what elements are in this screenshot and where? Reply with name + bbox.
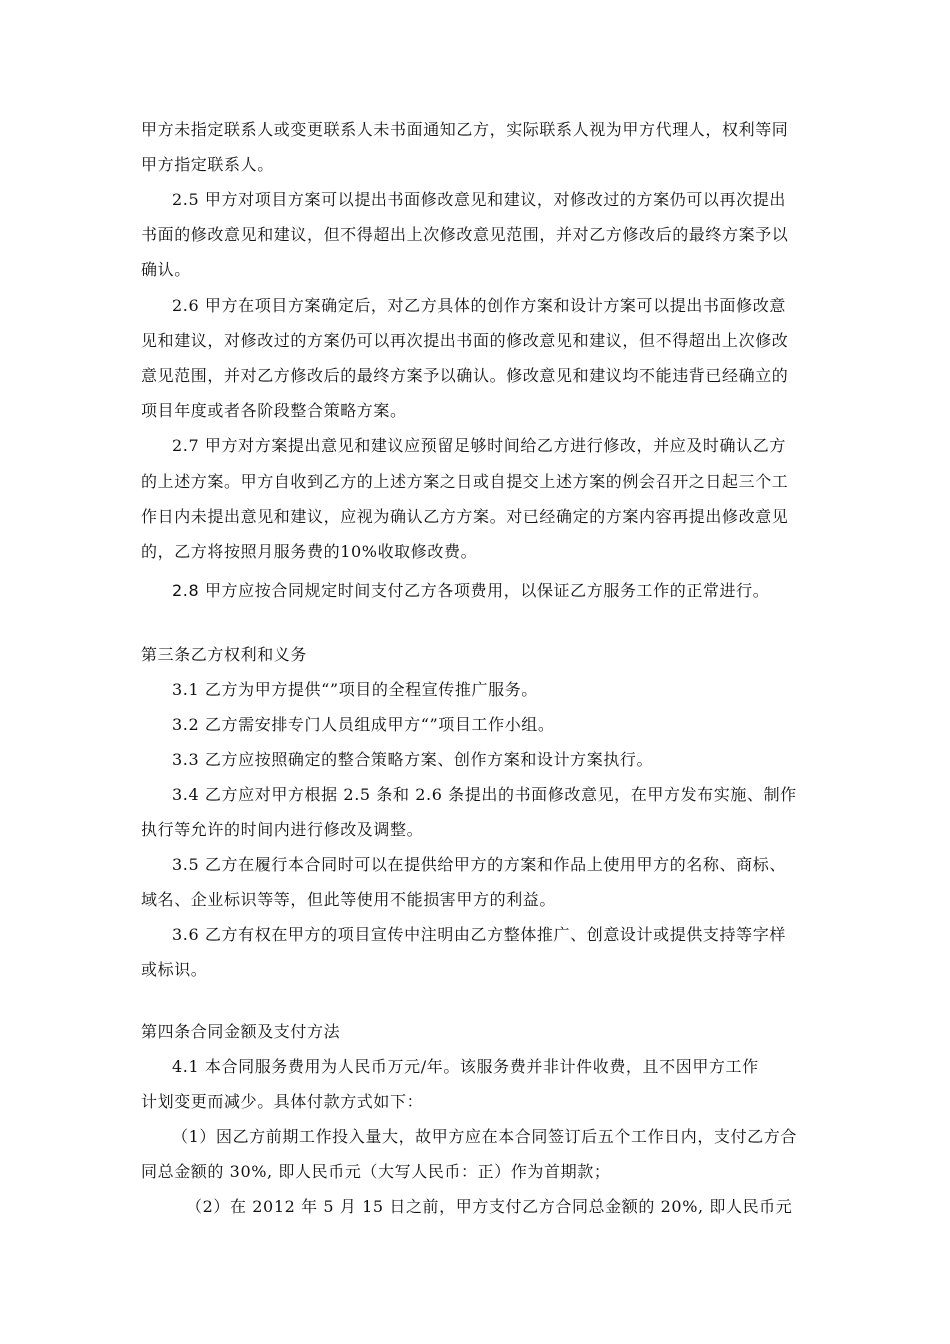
article-3-heading: 第三条乙方权利和义务 bbox=[141, 645, 308, 664]
payment-item-2-line-1: （2）在 2012 年 5 月 15 日之前，甲方支付乙方合同总金额的 20%, 即人民币元 bbox=[186, 1197, 793, 1216]
payment-item-1-line-2: 同总金额的 30%, 即人民币元（大写人民币：正）作为首期款； bbox=[141, 1162, 611, 1181]
clause-3-4-line-1: 3.4 乙方应对甲方根据 2.5 条和 2.6 条提出的书面修改意见，在甲方发布实施、制作 bbox=[172, 785, 797, 804]
clause-3-6-line-1: 3.6 乙方有权在甲方的项目宣传中注明由乙方整体推广、创意设计或提供支持等字样 bbox=[172, 925, 786, 944]
clause-3-5-line-2: 域名、企业标识等等，但此等使用不能损害甲方的利益。 bbox=[141, 890, 557, 909]
clause-2-7-line-1: 2.7 甲方对方案提出意见和建议应预留足够时间给乙方进行修改，并应及时确认乙方 bbox=[172, 436, 786, 455]
clause-2-6-line-3: 意见范围，并对乙方修改后的最终方案予以确认。修改意见和建议均不能违背已经确立的 bbox=[141, 366, 789, 385]
clause-3-2: 3.2 乙方需安排专门人员组成甲方“”项目工作小组。 bbox=[172, 715, 555, 734]
clause-2-6-line-2: 见和建议，对修改过的方案仍可以再次提出书面的修改意见和建议，但不得超出上次修改 bbox=[141, 331, 789, 350]
clause-4-1-line-1: 4.1 本合同服务费用为人民币万元/年。该服务费并非计件收费，且不因甲方工作 bbox=[172, 1057, 759, 1076]
clause-2-8-text: 甲方应按合同规定时间支付乙方各项费用，以保证乙方服务工作的正常进行。 bbox=[204, 581, 770, 600]
clause-2-5-line-3: 确认。 bbox=[141, 260, 191, 279]
clause-2-8 bbox=[172, 581, 769, 601]
clause-2-7-line-2: 的上述方案。甲方自收到乙方的上述方案之日或自提交上述方案的例会召开之日起三个工 bbox=[141, 472, 789, 491]
clause-3-3: 3.3 乙方应按照确定的整合策略方案、创作方案和设计方案执行。 bbox=[172, 750, 654, 769]
clause-3-5-line-1: 3.5 乙方在履行本合同时可以在提供给甲方的方案和作品上使用甲方的名称、商标、 bbox=[172, 855, 786, 874]
clause-3-6-line-2: 或标识。 bbox=[141, 960, 208, 979]
article-4-heading: 第四条合同金额及支付方法 bbox=[141, 1022, 341, 1041]
clause-2-5-line-1: 2.5 甲方对项目方案可以提出书面修改意见和建议，对修改过的方案仍可以再次提出 bbox=[172, 190, 786, 209]
clause-2-6-line-1: 2.6 甲方在项目方案确定后，对乙方具体的创作方案和设计方案可以提出书面修改意 bbox=[172, 296, 786, 315]
clause-4-1-line-2: 计划变更而减少。具体付款方式如下： bbox=[141, 1092, 424, 1111]
clause-3-1: 3.1 乙方为甲方提供“”项目的全程宣传推广服务。 bbox=[172, 680, 538, 699]
clause-2-7-line-4: 的，乙方将按照月服务费的10%收取修改费。 bbox=[141, 542, 478, 561]
clause-3-4-line-2: 执行等允许的时间内进行修改及调整。 bbox=[141, 820, 424, 839]
clause-2-8-number: 2.8 bbox=[172, 581, 200, 600]
clause-2-7-line-3: 作日内未提出意见和建议，应视为确认乙方方案。对已经确定的方案内容再提出修改意见 bbox=[141, 507, 789, 526]
clause-2-6-line-4: 项目年度或者各阶段整合策略方案。 bbox=[141, 401, 407, 420]
intro-line-1: 甲方未指定联系人或变更联系人未书面通知乙方，实际联系人视为甲方代理人，权利等同 bbox=[141, 120, 789, 139]
intro-line-2: 甲方指定联系人。 bbox=[141, 155, 274, 174]
payment-item-1-line-1: （1）因乙方前期工作投入量大，故甲方应在本合同签订后五个工作日内，支付乙方合 bbox=[172, 1127, 797, 1146]
clause-2-5-line-2: 书面的修改意见和建议，但不得超出上次修改意见范围，并对乙方修改后的最终方案予以 bbox=[141, 225, 789, 244]
